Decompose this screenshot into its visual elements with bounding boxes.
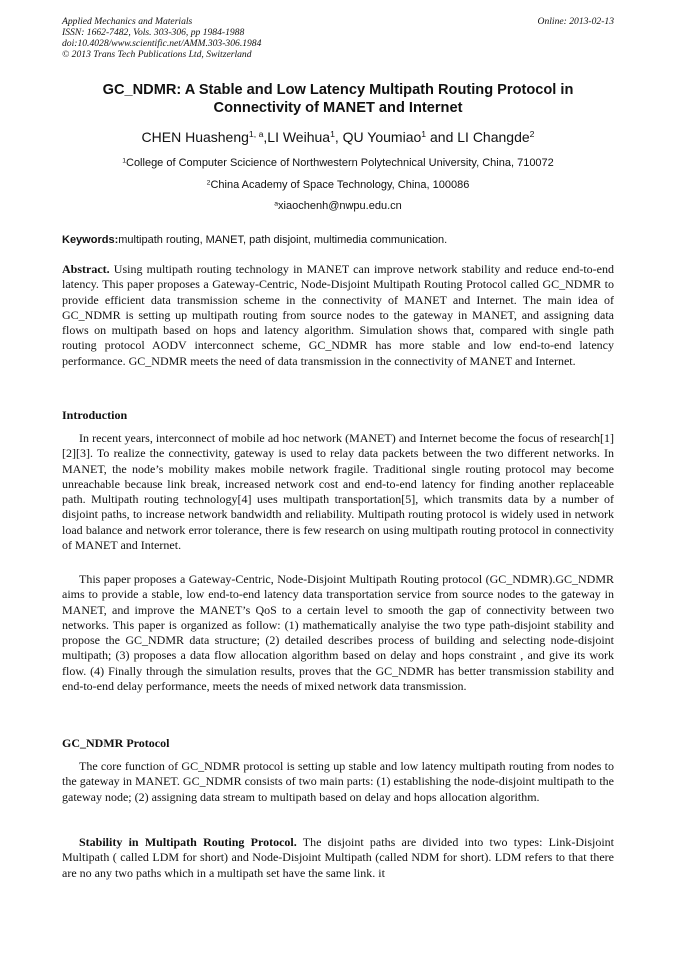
stability-label: Stability in Multipath Routing Protocol.: [79, 835, 297, 849]
journal-header: [62, 16, 614, 60]
abstract-text: Using multipath routing technology in MANET can improve network stability and reduce end-to-end latency. This paper proposes a Gateway-Centric, Node-Disjoint Multipath Routing Protocol called GC_NDMR to provide efficient data transmission scheme in the connectivity of MANET and Internet. The main idea of GC_NDMR is setting up multipath routing from source nodes to the gateway in MANET, and assigning data flows on multipath based on hops and latency algorithm. Simulation shows that, compared with single path routing protocol AODV interconnect scheme, GC_NDMR has more stable and low end-to-end latency performance. GC_NDMR meets the need of data transmission in the connectivity of MANET and Internet.: [62, 262, 614, 368]
email-text: xiaochenh@nwpu.edu.cn: [278, 200, 402, 212]
author-1-marker: 1, a: [248, 129, 264, 140]
paper-title: [62, 81, 614, 117]
author-2: ,LI Weihua: [263, 129, 331, 145]
affiliation-2: [62, 178, 614, 192]
stability-text: The disjoint paths are divided into two types: Link-Disjoint Multipath ( called LDM for short) and Node-Disjoint Multipath (called NDM for short). LDM refers to that there are no any two paths which in a multipath set have the same link. it: [62, 835, 615, 880]
affiliation-2-marker: 2: [206, 179, 211, 187]
online-date: Online: 2013-02-13: [537, 16, 614, 27]
author-email: [62, 199, 614, 213]
protocol-heading: GC_NDMR Protocol: [62, 736, 170, 750]
abstract-label: Abstract.: [62, 262, 110, 276]
protocol-paragraph-1: The core function of GC_NDMR protocol is setting up stable and low latency multipath routing from nodes to the gateway in MANET. GC_NDMR consists of two main parts: (1) establishing the node-disjoint multipath to the gateway node; (2) assigning data stream to multipath based on delay and hops allocation algorithm.: [62, 759, 614, 804]
introduction-paragraph-2: This paper proposes a Gateway-Centric, Node-Disjoint Multipath Routing protocol (GC_NDMR).GC_NDMR aims to provide a stable, low end-to-end latency data transportation service from source nodes to the gateway in MANET, and improve the MANET’s QoS to a certain level to smooth the gap of connectivity between two networks. This paper is organized as follow: (1) mathematically analyise the two type path-disjoint stability and propose the GC_NDMR data structure; (2) detailed describes process of building and selecting node-disjoint multipath; (3) proposes a data flow allocation algorithm based on delay and hops constraint , and give its work flow. (4) Finally through the simulation results, proves that the GC_NDMR has better transmission stability and end-to-end delay performance, meets the needs of mixed network data transmission.: [62, 572, 614, 694]
author-4-marker: 2: [529, 129, 535, 140]
keywords-text: multipath routing, MANET, path disjoint, multimedia communication.: [118, 234, 448, 246]
introduction-paragraph-1: In recent years, interconnect of mobile ad hoc network (MANET) and Internet become the focus of research[1][2][3]. To realize the connectivity, gateway is used to relay data packets between the two different networks. In MANET, the node’s mobility makes mobile network fragile. Traditional single routing protocol may become unreachable because link break, increased network cost and end-to-end latency for finding another replaceable path. Multipath routing technology[4] uses multipath transportation[5], which transmits data by a number of disjoint paths, to increase network bandwidth and reliability. Multipath routing protocol is widely used in network load balance and network error tolerance, there is few research on using multipath routing protocol in connectivity of MANET and Internet.: [62, 431, 614, 553]
affiliation-1: [62, 156, 614, 170]
email-marker: a: [274, 200, 279, 208]
author-1: CHEN Huasheng: [141, 129, 249, 145]
keywords-label: Keywords:: [62, 234, 119, 246]
abstract: [62, 262, 614, 369]
affiliation-1-marker: 1: [122, 157, 126, 165]
title-line-1: GC_NDMR: A Stable and Low Latency Multipath Routing Protocol in: [102, 82, 574, 98]
author-2-marker: 1: [330, 129, 335, 140]
affiliation-2-text: China Academy of Space Technology, China, 100086: [210, 179, 470, 191]
doi-line: doi:10.4028/www.scientific.net/AMM.303-306.1984: [62, 38, 262, 49]
introduction-heading: Introduction: [62, 408, 128, 422]
keywords: [62, 233, 614, 247]
author-list: [62, 128, 614, 146]
journal-name: Applied Mechanics and Materials: [62, 16, 193, 27]
author-3-marker: 1: [421, 129, 427, 140]
affiliation-1-text: College of Computer Scicience of Northwestern Polytechnical University, China, 710072: [126, 157, 554, 169]
author-3: , QU Youmiao: [334, 129, 422, 145]
author-4: and LI Changde: [426, 129, 530, 145]
copyright-line: © 2013 Trans Tech Publications Ltd, Switzerland: [62, 49, 252, 60]
stability-paragraph: [62, 835, 614, 881]
title-line-2: Connectivity of MANET and Internet: [213, 100, 463, 116]
issn-line: ISSN: 1662-7482, Vols. 303-306, pp 1984-1988: [62, 27, 245, 38]
